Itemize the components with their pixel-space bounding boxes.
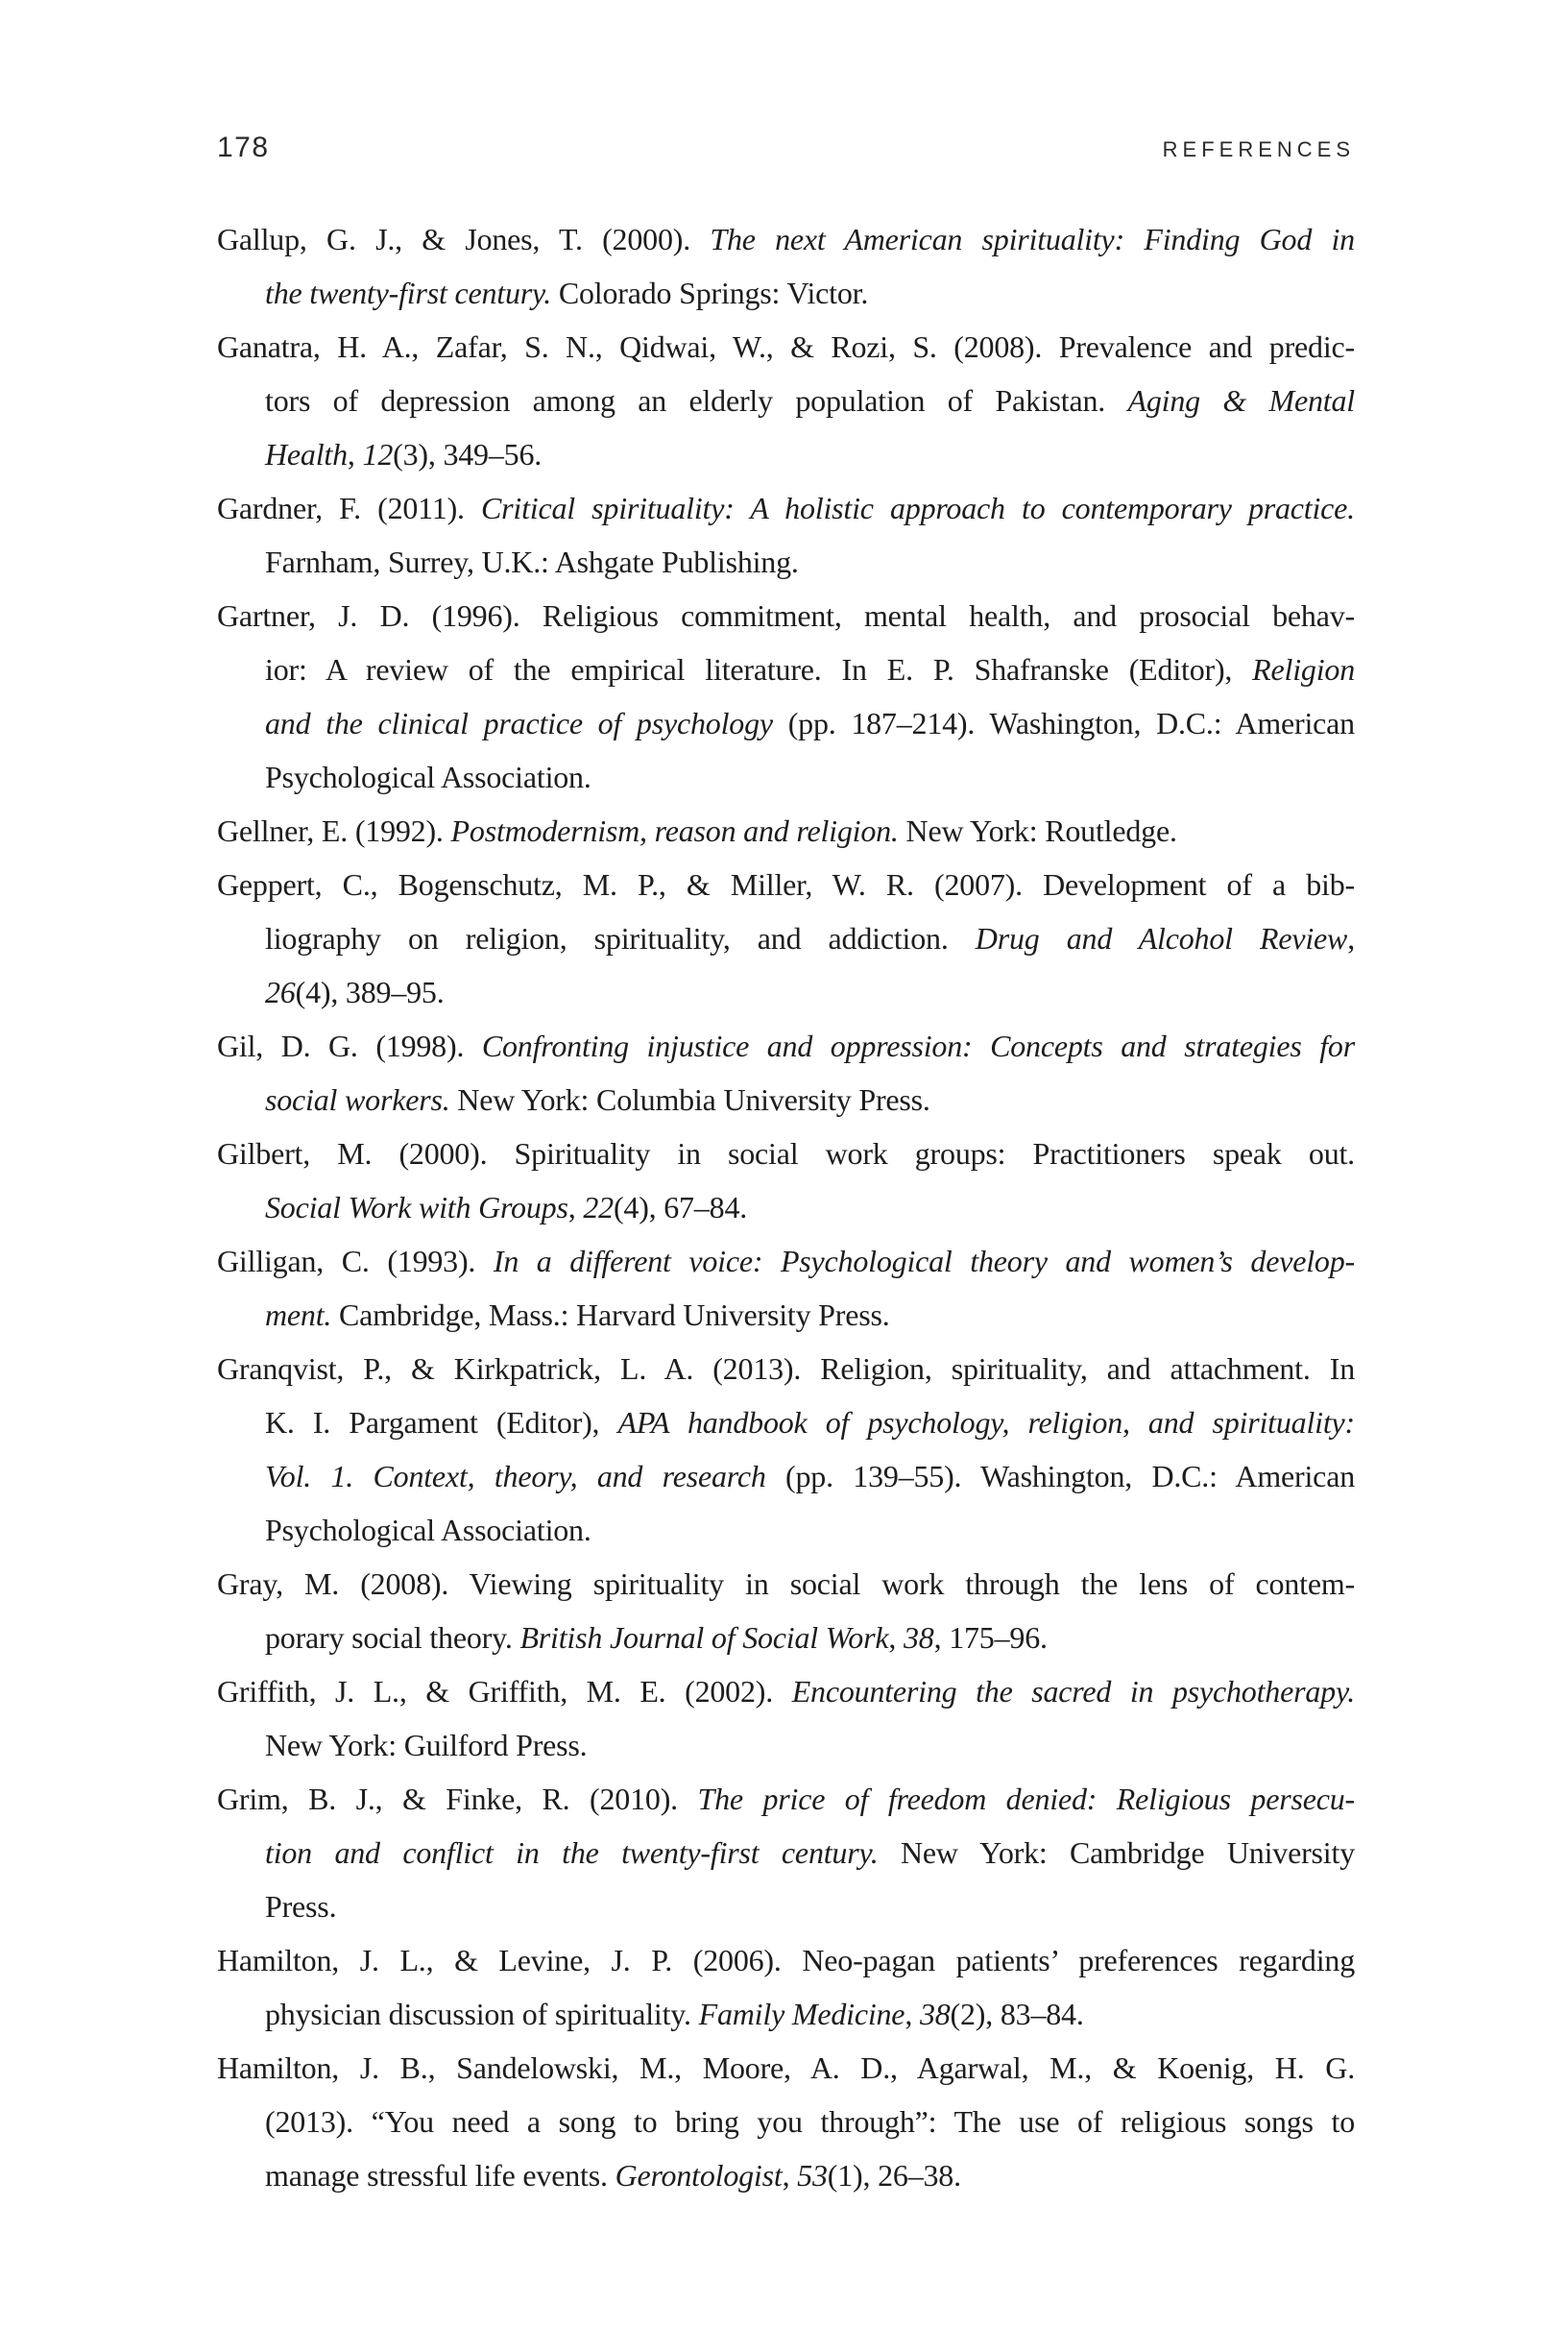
text-run: (pp. 187–214). Washington, D.C.: American [787, 706, 1355, 740]
reference-line [217, 212, 1355, 266]
italic-text-run: Family Medicine [698, 1997, 905, 2031]
italic-text-run: In a different voice: Psychological theory and women’s develop- [493, 1244, 1355, 1278]
text-run: Grim, B. J., & Finke, R. (2010). [217, 1782, 698, 1816]
reference-line [217, 2041, 1355, 2095]
text-run: New York: Columbia University Press. [449, 1082, 930, 1117]
text-run: (3), 349–56. [393, 437, 543, 472]
italic-text-run: British Journal of Social Work [519, 1620, 889, 1655]
text-run: tors of depression among an elderly population of Pakistan. [265, 383, 1128, 418]
reference-line [217, 750, 1355, 804]
reference-line [217, 1987, 1355, 2041]
text-run: liography on religion, spirituality, and addiction. [265, 921, 976, 956]
text-run: (1), 26–38. [827, 2158, 961, 2193]
reference-line [217, 535, 1355, 589]
text-run: Hamilton, J. L., & Levine, J. P. (2006). Neo-pagan patients’ preferences regarding [217, 1943, 1355, 1977]
italic-text-run: Vol. 1. Context, theory, and research [265, 1459, 786, 1493]
text-run: porary social theory. [265, 1620, 520, 1655]
italic-text-run: 26 [265, 975, 296, 1009]
reference-line [217, 1503, 1355, 1557]
reference-line [217, 1611, 1355, 1664]
text-run: Granqvist, P., & Kirkpatrick, L. A. (2013). Religion, spirituality, and attachment. In [217, 1351, 1355, 1386]
text-run: Cambridge, Mass.: Harvard University Press. [331, 1297, 890, 1332]
italic-text-run: Drug and Alcohol Review [975, 921, 1348, 956]
italic-text-run: APA handbook of psychology, religion, and spirituality: [617, 1405, 1355, 1440]
reference-line [217, 427, 1355, 481]
text-run: (4), 389–95. [295, 975, 445, 1009]
reference-line [217, 1234, 1355, 1288]
reference-line [217, 1019, 1355, 1073]
text-run: New York: Cambridge University [878, 1835, 1355, 1870]
text-run: Press. [265, 1889, 337, 1924]
italic-text-run: and the clinical practice of psychology [265, 706, 788, 740]
reference-line [217, 589, 1355, 643]
reference-line [217, 1180, 1355, 1234]
italic-text-run: Critical spirituality: A holistic approach to contemporary practice. [481, 491, 1355, 525]
text-run: (pp. 139–55). Washington, D.C.: American [785, 1459, 1355, 1493]
reference-line [217, 1073, 1355, 1127]
text-run: Gardner, F. (2011). [217, 491, 482, 525]
text-run: , 175–96. [933, 1620, 1048, 1655]
reference-entry [217, 1234, 1355, 1342]
italic-text-run: The price of freedom denied: Religious persecu- [697, 1782, 1355, 1816]
text-run: Psychological Association. [265, 760, 591, 794]
reference-entry [217, 1342, 1355, 1557]
reference-entry [217, 858, 1355, 1019]
page-number: 178 [217, 132, 270, 163]
running-head-title: REFERENCES [1162, 137, 1355, 161]
text-run: Psychological Association. [265, 1513, 591, 1547]
reference-entry [217, 1019, 1355, 1127]
text-run: Gellner, E. (1992). [217, 813, 451, 848]
reference-entry [217, 320, 1355, 481]
italic-text-run: Confronting injustice and oppression: Concepts and strategies for [481, 1029, 1355, 1063]
text-run: Hamilton, J. B., Sandelowski, M., Moore, A. D., Agarwal, M., & Koenig, H. G. [217, 2050, 1355, 2085]
reference-line [217, 696, 1355, 750]
text-run: New York: Routledge. [898, 813, 1177, 848]
references-list [217, 212, 1355, 2202]
text-run: , [347, 437, 363, 472]
text-run: manage stressful life events. [265, 2158, 615, 2193]
reference-entry [217, 481, 1355, 589]
text-run: Gilbert, M. (2000). Spirituality in social work groups: Practitioners speak out. [217, 1136, 1355, 1171]
reference-entry [217, 804, 1355, 858]
reference-line [217, 1772, 1355, 1826]
italic-text-run: Health [265, 437, 348, 472]
reference-line [217, 965, 1355, 1019]
reference-line [217, 1288, 1355, 1342]
italic-text-run: Aging & Mental [1127, 383, 1355, 418]
reference-line [217, 1449, 1355, 1503]
italic-text-run: 22 [583, 1190, 614, 1224]
reference-entry [217, 1557, 1355, 1664]
text-run: Gallup, G. J., & Jones, T. (2000). [217, 222, 711, 256]
reference-entry [217, 1127, 1355, 1234]
reference-line [217, 1127, 1355, 1180]
italic-text-run: 38 [919, 1997, 951, 2031]
reference-line [217, 1879, 1355, 1933]
text-run: , [567, 1190, 584, 1224]
reference-line [217, 911, 1355, 965]
text-run: , [888, 1620, 904, 1655]
reference-line [217, 320, 1355, 374]
reference-entry [217, 2041, 1355, 2202]
italic-text-run: Encountering the sacred in psychotherapy. [791, 1674, 1355, 1709]
reference-line [217, 804, 1355, 858]
reference-line [217, 1342, 1355, 1395]
reference-line [217, 374, 1355, 427]
italic-text-run: tion and conflict in the twenty-first century. [265, 1835, 879, 1870]
text-run: K. I. Pargament (Editor), [265, 1405, 618, 1440]
text-run: Griffith, J. L., & Griffith, M. E. (2002). [217, 1674, 792, 1709]
reference-line [217, 266, 1355, 320]
reference-line [217, 1395, 1355, 1449]
text-run: , [905, 1997, 920, 2031]
italic-text-run: 12 [362, 437, 394, 472]
text-run: physician discussion of spirituality. [265, 1997, 699, 2031]
italic-text-run: 38 [903, 1620, 934, 1655]
text-run: Geppert, C., Bogenschutz, M. P., & Miller, W. R. (2007). Development of a bib- [217, 867, 1355, 902]
text-run: Colorado Springs: Victor. [551, 276, 869, 310]
text-run: Ganatra, H. A., Zafar, S. N., Qidwai, W., & Rozi, S. (2008). Prevalence and predic- [217, 329, 1355, 364]
text-run: Gartner, J. D. (1996). Religious commitment, mental health, and prosocial behav- [217, 598, 1355, 633]
reference-line [217, 1557, 1355, 1611]
reference-line [217, 858, 1355, 911]
text-run: (2013). “You need a song to bring you through”: The use of religious songs to [265, 2104, 1355, 2139]
reference-entry [217, 1933, 1355, 2041]
text-run: Gil, D. G. (1998). [217, 1029, 482, 1063]
italic-text-run: 53 [797, 2158, 828, 2193]
text-run: (4), 67–84. [613, 1190, 748, 1224]
italic-text-run: Gerontologist [615, 2158, 783, 2193]
text-run: , [782, 2158, 798, 2193]
text-run: Gray, M. (2008). Viewing spirituality in social work through the lens of contem- [217, 1566, 1355, 1601]
italic-text-run: social workers. [265, 1082, 450, 1117]
reference-line [217, 2148, 1355, 2202]
text-run: , [1347, 921, 1355, 956]
text-run: (2), 83–84. [950, 1997, 1084, 2031]
text-run: Gilligan, C. (1993). [217, 1244, 494, 1278]
reference-line [217, 1933, 1355, 1987]
italic-text-run: Religion [1252, 652, 1355, 687]
reference-line [217, 481, 1355, 535]
reference-entry [217, 212, 1355, 320]
reference-line [217, 1826, 1355, 1879]
running-head [217, 132, 1355, 164]
italic-text-run: the twenty-first century. [265, 276, 552, 310]
reference-line [217, 643, 1355, 696]
reference-line [217, 2095, 1355, 2148]
italic-text-run: The next American spirituality: Finding God in [710, 222, 1355, 256]
text-run: New York: Guilford Press. [265, 1728, 588, 1762]
reference-entry [217, 589, 1355, 804]
reference-entry [217, 1772, 1355, 1933]
reference-line [217, 1718, 1355, 1772]
reference-entry [217, 1664, 1355, 1772]
reference-line [217, 1664, 1355, 1718]
text-run: Farnham, Surrey, U.K.: Ashgate Publishing. [265, 545, 799, 579]
italic-text-run: ment. [265, 1297, 332, 1332]
text-run: ior: A review of the empirical literature. In E. P. Shafranske (Editor), [265, 652, 1253, 687]
italic-text-run: Social Work with Groups [265, 1190, 568, 1224]
italic-text-run: Postmodernism, reason and religion. [450, 813, 899, 848]
